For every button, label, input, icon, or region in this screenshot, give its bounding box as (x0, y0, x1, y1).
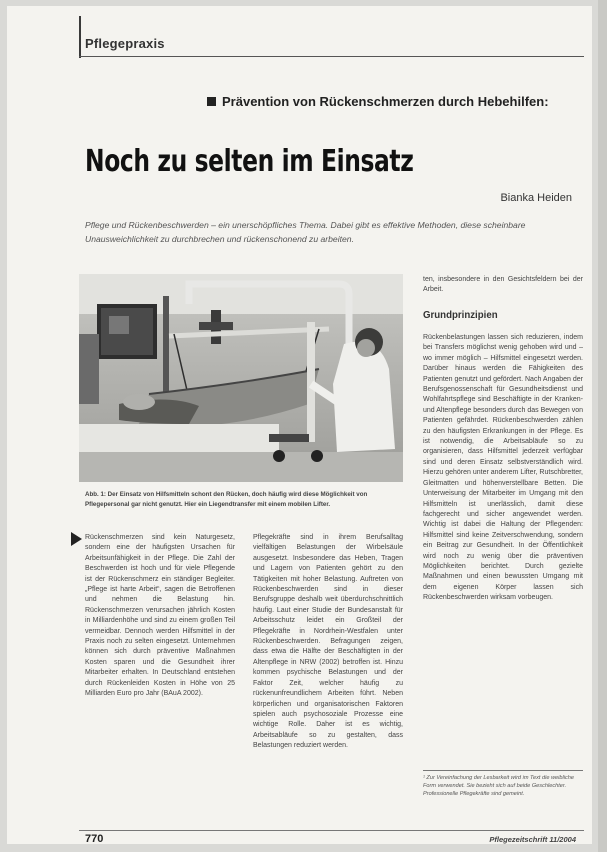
article-lead: Pflege und Rückenbeschwerden – ein unerschöpfliches Thema. Dabei gibt es effektive Methoden, diese scheinbare Unausweichlichkeit zu durchbrechen und rückenschonend zu arbeiten. (85, 220, 526, 244)
article-author: Bianka Heiden (500, 192, 572, 204)
journal-name: Pflegezeitschrift 11/2004 (489, 835, 576, 844)
text-column-1 (85, 533, 235, 700)
text-column-3-top (423, 275, 583, 296)
text-column-3 (423, 333, 583, 604)
kicker-text: Prävention von Rückenschmerzen durch Hebehilfen: (222, 94, 549, 109)
section-rule-vertical (79, 16, 81, 58)
magazine-page (7, 6, 592, 844)
section-rule-horizontal (79, 56, 584, 57)
article-photo (79, 274, 403, 482)
kicker-square-icon (207, 97, 216, 106)
column-1-text: Rückenschmerzen sind kein Naturgesetz, sondern eine der häufigsten Ursachen für Arbeitsunfähigkeit in der Pflege. Die Zahl der Beschwerden ist hoch und für viele Pflegende ist der Rückenschmerz ein ständiger Begleiter. „Pflege ist harte Arbeit“, sagen die Betroffenen und nehmen die Belastung hin. Rückenschmerzen verursachen jährlich Kosten in Milliardenhöhe und sind zu einem großen Teil vermeidbar. Dennoch werden Hilfsmittel in der Praxis noch zu selten eingesetzt. Unternehmen können sich durch präventive Maßnahmen Kosten sparen und die Gesundheit ihrer Mitarbeiter erhalten. In Deutschland entstehen durch Rückenleiden Kosten in Höhe von 25 Milliarden Euro pro Jahr (BAuA 2002). (85, 534, 235, 698)
subheading-grundprinzipien: Grundprinzipien (423, 309, 498, 321)
scan-edge (598, 0, 607, 852)
patient-lift-photo (79, 274, 403, 482)
column-2-text: Pflegekräfte sind in ihrem Berufsalltag vielfältigen Belastungen der Wirbelsäule ausgesetzt. Insbesondere das Heben, Tragen und Lagern von Patienten gehört zu den Tätigkeiten mit hoher Belastung. Auftreten von Rückenbeschwerden sind in dieser Berufsgruppe deshalb weit überdurchschnittlich häufig. Laut einer Studie der Bundesanstalt für Arbeitsschutz leidet ein Großteil der Pflegekräfte in Nordrhein-Westfalen unter Rückenbeschwerden. Befragungen zeigen, dass etwa die Hälfte der Beschäftigten in der Altenpflege in NRW (2002) betroffen ist. Hinzu kommen psychische Belastungen und der Faktor Zeit, welcher häufig zu rückenunfreundlichem Arbeiten führt. Neben körperlichen und organisatorischen Faktoren spielen auch psychosoziale Prozesse eine wichtige Rolle. Daher ist es wichtig, Arbeitsabläufe so zu gestalten, dass Belastungen reduziert werden. (253, 534, 403, 750)
footnote-rule (423, 770, 583, 771)
column-3-text: Rückenbelastungen lassen sich reduzieren, indem bei Transfers möglichst wenig gehoben wird und – wo immer möglich – Hilfsmittel eingesetzt werden. Darüber hinaus werden die Fähigkeiten des Patienten genutzt und gefördert. Nach Angaben der Berufsgenossenschaft für Gesundheitsdienst und Wohlfahrtspflege sind Beschäftigte in der Kranken- und Altenpflege besonders durch das Bewegen von Patienten gefährdet. Rückenbeschwerden zählen zu den häufigsten Erkrankungen in der Pflege. Es ist notwendig, die Arbeitsabläufe so zu organisieren, dass Hilfsmittel jederzeit verfügbar sind und deren Einsatz selbstverständlich wird. Hierzu gehören unter anderem Lifter, Rutschbretter, Gleitmatten und höhenverstellbare Betten. Die Unterweisung der Mitarbeiter im Umgang mit den Hilfsmitteln ist unerlässlich, damit diese fachgerecht und sicher angewendet werden. Wichtig ist dabei die Haltung der Pflegenden: Hilfsmittel sind keine Zeitverschwendung, sondern ein Beitrag zur Gesundheit. In der Öffentlichkeit wird noch zu wenig über die präventiven Möglichkeiten berichtet. Durch gezielte Maßnahmen und einen bewussten Umgang mit dem eigenen Körper lassen sich Rückenbeschwerden wirksam vorbeugen. (423, 334, 583, 602)
text-column-2 (253, 533, 403, 752)
page-number: 770 (85, 833, 104, 844)
article-title: Noch zu selten im Einsatz (85, 144, 414, 179)
column-3-top-text: ten, insbesondere in den Gesichtsfeldern bei der Arbeit. (423, 276, 583, 294)
footer-rule (79, 830, 584, 831)
photo-caption: Abb. 1: Der Einsatz von Hilfsmitteln schont den Rücken, doch häufig wird diese Möglichkeit von Pflegepersonal gar nicht genutzt. Hier ein Liegendtransfer mit einem mobilen Lifter. (85, 491, 368, 508)
section-label: Pflegepraxis (85, 36, 165, 51)
footnote: ¹ Zur Vereinfachung der Lesbarkeit wird im Text die weibliche Form verwendet. Sie bezieht sich auf beide Geschlechter. Professionelle Pflegekräfte sind gemeint. (423, 775, 574, 797)
article-kicker (207, 94, 549, 109)
article-start-arrow-icon (71, 532, 82, 546)
